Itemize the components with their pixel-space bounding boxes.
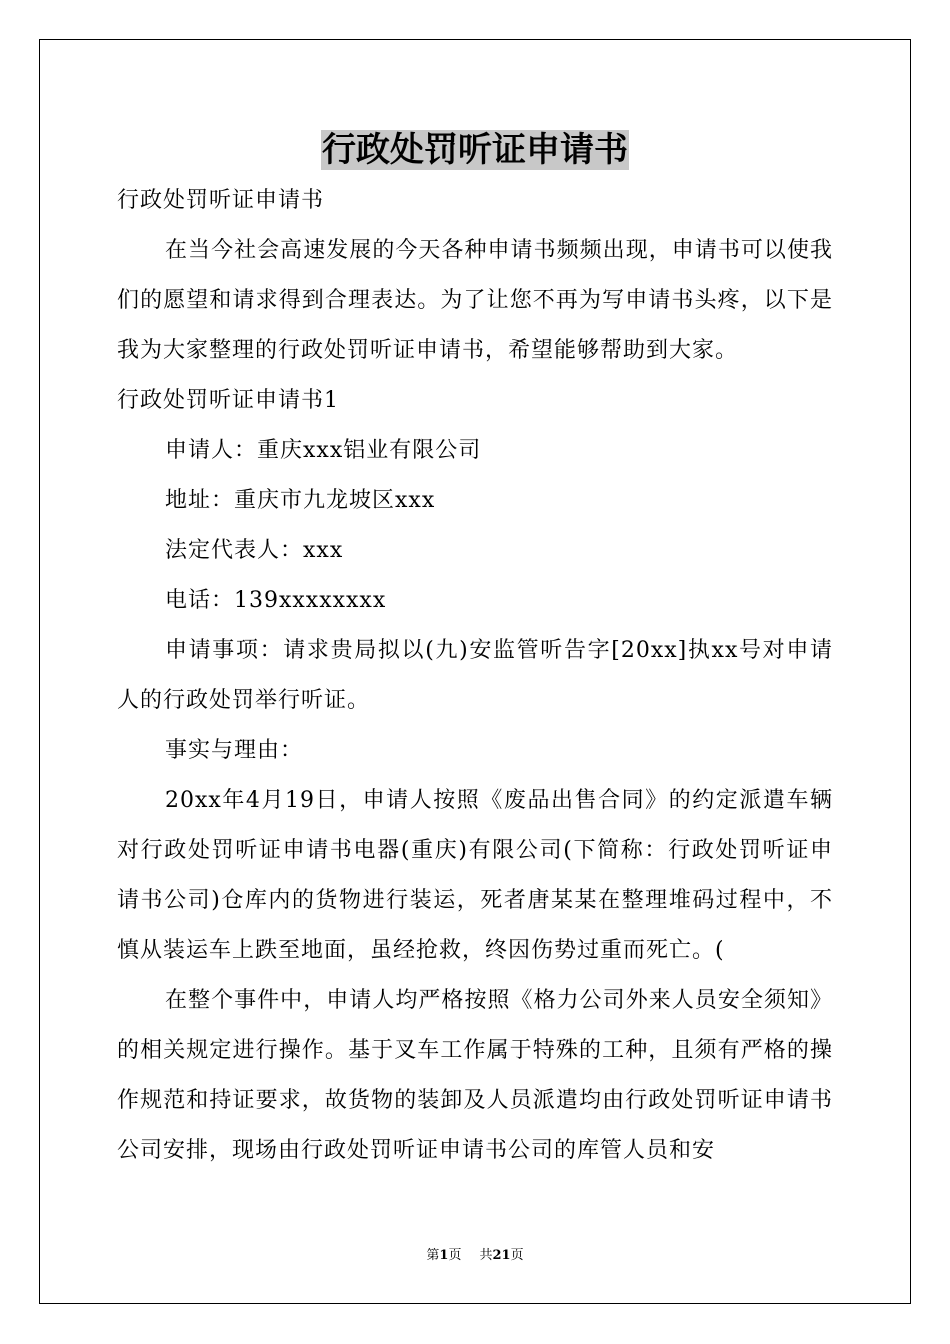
- subtitle: 行政处罚听证申请书: [117, 188, 325, 213]
- facts-paragraph-2: 在整个事件中，申请人均严格按照《格力公司外来人员安全须知》的相关规定进行操作。基于叉车工作属于特殊的工种，且须有严格的操作规范和持证要求，故货物的装卸及人员派遣均由行政处罚听证申请书公司安排，现场由行政处罚听证申请书公司的库管人员和安: [117, 988, 833, 1163]
- legal-representative-line: 法定代表人：xxx: [165, 538, 344, 563]
- section-heading: 行政处罚听证申请书1: [117, 388, 339, 413]
- document-title-text: 行政处罚听证申请书: [322, 130, 628, 170]
- document-body: [117, 176, 833, 1176]
- address-line: 地址：重庆市九龙坡区xxx: [165, 488, 436, 513]
- total-page-count: 21: [492, 1248, 511, 1263]
- current-page-number: 1: [439, 1248, 449, 1263]
- page-footer: [0, 1247, 950, 1265]
- facts-paragraph-1: 20xx年4月19日，申请人按照《废品出售合同》的约定派遣车辆对行政处罚听证申请书电器(重庆)有限公司(下简称：行政处罚听证申请书公司)仓库内的货物进行装运，死者唐某某在整理堆码过程中，不慎从装运车上跌至地面，虽经抢救，终因伤势过重而死亡。(: [117, 788, 833, 963]
- page-prefix: 第: [426, 1248, 440, 1263]
- document-title: [0, 127, 950, 173]
- intro-paragraph: 在当今社会高速发展的今天各种申请书频频出现，申请书可以使我们的愿望和请求得到合理表达。为了让您不再为写申请书头疼，以下是我为大家整理的行政处罚听证申请书，希望能够帮助到大家。: [117, 238, 833, 363]
- applicant-line: 申请人：重庆xxx铝业有限公司: [165, 438, 482, 463]
- total-prefix: 共: [479, 1248, 493, 1263]
- page-suffix: 页: [448, 1248, 462, 1263]
- facts-heading: 事实与理由：: [165, 738, 304, 763]
- phone-line: 电话：139xxxxxxxx: [165, 588, 387, 613]
- total-suffix: 页: [510, 1248, 524, 1263]
- application-matter-paragraph: 申请事项：请求贵局拟以(九)安监管听告字[20xx]执xx号对申请人的行政处罚举行听证。: [117, 638, 833, 713]
